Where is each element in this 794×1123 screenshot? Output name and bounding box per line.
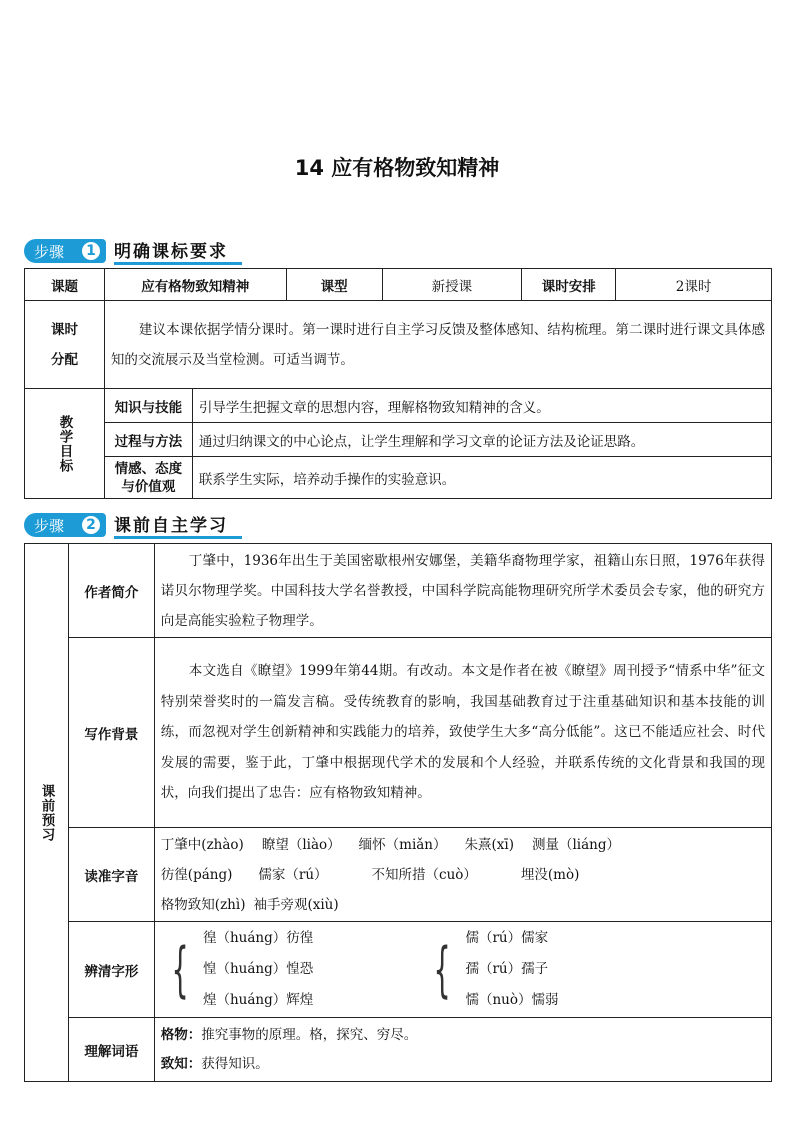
glyph-group (161, 923, 313, 1016)
term-item (161, 1021, 765, 1050)
author-label: 作者简介 (68, 544, 154, 638)
glyph-item: 惶（huáng）惶恐 (202, 961, 314, 977)
period-label (25, 301, 105, 389)
pronounce-item: 朱熹(xī) (464, 836, 514, 853)
pronounce-item: 儒家（rú） (258, 866, 328, 883)
type-value: 新授课 (382, 269, 522, 301)
glyphs-groups (154, 922, 771, 1018)
side-label: 课前预习 (38, 783, 55, 842)
pronounce-item: 缅怀（miǎn） (358, 836, 447, 853)
pronounce-label: 读准字音 (68, 828, 154, 922)
page-title: 14 应有格物致知精神 (294, 156, 500, 180)
period-label-a: 课时 (50, 321, 78, 338)
goal-key: 情感、态度与价值观 (104, 457, 192, 499)
pronounce-item: 格物致知(zhì) (160, 896, 246, 913)
goals-label: 教学目标 (56, 414, 73, 473)
pronounce-item: 丁肇中(zhào) (160, 836, 244, 853)
preview-table (24, 543, 772, 1082)
glyph-item: 懦（nuò）懦弱 (465, 992, 559, 1008)
glyph-item: 孺（rú）孺子 (465, 961, 549, 977)
pronounce-list (154, 828, 771, 922)
period-row (25, 301, 772, 389)
term-key: 格物： (160, 1026, 202, 1043)
glyphs-row (25, 922, 772, 1018)
schedule-label: 课时安排 (522, 269, 616, 301)
pronounce-line (161, 830, 765, 860)
goal-key: 知识与技能 (104, 389, 192, 423)
author-row (25, 544, 772, 638)
goal-row (25, 423, 772, 457)
pronounce-item: 袖手旁观(xiù) (253, 896, 339, 913)
pronounce-line (161, 890, 765, 920)
period-label-b: 分配 (50, 351, 78, 368)
glyph-item: 儒（rú）儒家 (465, 930, 549, 946)
goal-row (25, 457, 772, 499)
step1-badge-label: 步骤 (34, 242, 65, 261)
schedule-value: 2课时 (616, 269, 772, 301)
glyph-item: 徨（huáng）彷徨 (202, 930, 314, 946)
step2-title: 课前自主学习 (114, 511, 242, 539)
step2-number: 2 (82, 516, 100, 534)
step1-number: 1 (82, 242, 100, 260)
author-text: 丁肇中，1936年出生于美国密歇根州安娜堡，美籍华裔物理学家，祖籍山东日照，1976年获得诺贝尔物理学奖。中国科技大学名誉教授，中国科学院高能物理研究所学术委员会专家，他的研究方向是高能实验粒子物理学。 (154, 544, 771, 638)
pronounce-item: 瞭望（liào） (261, 836, 341, 853)
term-def: 获得知识。 (201, 1055, 269, 1072)
goal-value: 联系学生实际，培养动手操作的实验意识。 (192, 457, 771, 499)
term-key: 致知： (160, 1055, 202, 1072)
topic-value: 应有格物致知精神 (104, 269, 286, 301)
goal-value: 引导学生把握文章的思想内容，理解格物致知精神的含义。 (192, 389, 771, 423)
type-label: 课型 (286, 269, 382, 301)
step2-badge (24, 513, 106, 537)
step2-badge-label: 步骤 (34, 516, 65, 535)
pronounce-item: 彷徨(páng) (160, 866, 233, 883)
goal-row (25, 389, 772, 423)
glyph-group (423, 923, 558, 1016)
terms-label: 理解词语 (68, 1018, 154, 1082)
side-label-cell (25, 544, 69, 1082)
step1-title: 明确课标要求 (114, 237, 242, 265)
term-item (161, 1050, 765, 1079)
terms-list (154, 1018, 771, 1082)
goal-key: 过程与方法 (104, 423, 192, 457)
terms-row (25, 1018, 772, 1082)
term-def: 推究事物的原理。格，探究、穷尽。 (201, 1026, 418, 1043)
background-row (25, 638, 772, 828)
brace-icon: { (171, 934, 189, 1005)
step2-header (24, 512, 242, 538)
background-label: 写作背景 (68, 638, 154, 828)
glyphs-label: 辨清字形 (68, 922, 154, 1018)
pronounce-item: 不知所措（cuò） (371, 866, 477, 883)
background-text: 本文选自《瞭望》1999年第44期。有改动。本文是作者在被《瞭望》周刊授予“情系中华”征文特别荣誉奖时的一篇发言稿。受传统教育的影响，我国基础教育过于注重基础知识和基本技能的训练，而忽视对学生创新精神和实践能力的培养，致使学生大多“高分低能”。这已不能适应社会、时代发展的需要，鉴于此，丁肇中根据现代学术的发展和个人经验，并联系传统的文化背景和我国的现状，向我们提出了忠告：应有格物致知精神。 (154, 638, 771, 828)
glyph-item: 煌（huáng）辉煌 (202, 992, 314, 1008)
period-text: 建议本课依据学情分课时。第一课时进行自主学习反馈及整体感知、结构梳理。第二课时进行课文具体感知的交流展示及当堂检测。可适当调节。 (104, 301, 771, 389)
pronounce-item: 埋没(mò) (520, 866, 580, 883)
step1-badge (24, 239, 106, 263)
topic-label: 课题 (25, 269, 105, 301)
brace-icon: { (433, 934, 451, 1005)
goals-label-cell (25, 389, 105, 499)
header-row (25, 269, 772, 301)
pronounce-item: 测量（liáng） (531, 836, 621, 853)
step1-header (24, 238, 242, 264)
curriculum-table (24, 268, 772, 499)
goal-value: 通过归纳课文的中心论点，让学生理解和学习文章的论证方法及论证思路。 (192, 423, 771, 457)
pronounce-line (161, 860, 765, 890)
pronounce-row (25, 828, 772, 922)
